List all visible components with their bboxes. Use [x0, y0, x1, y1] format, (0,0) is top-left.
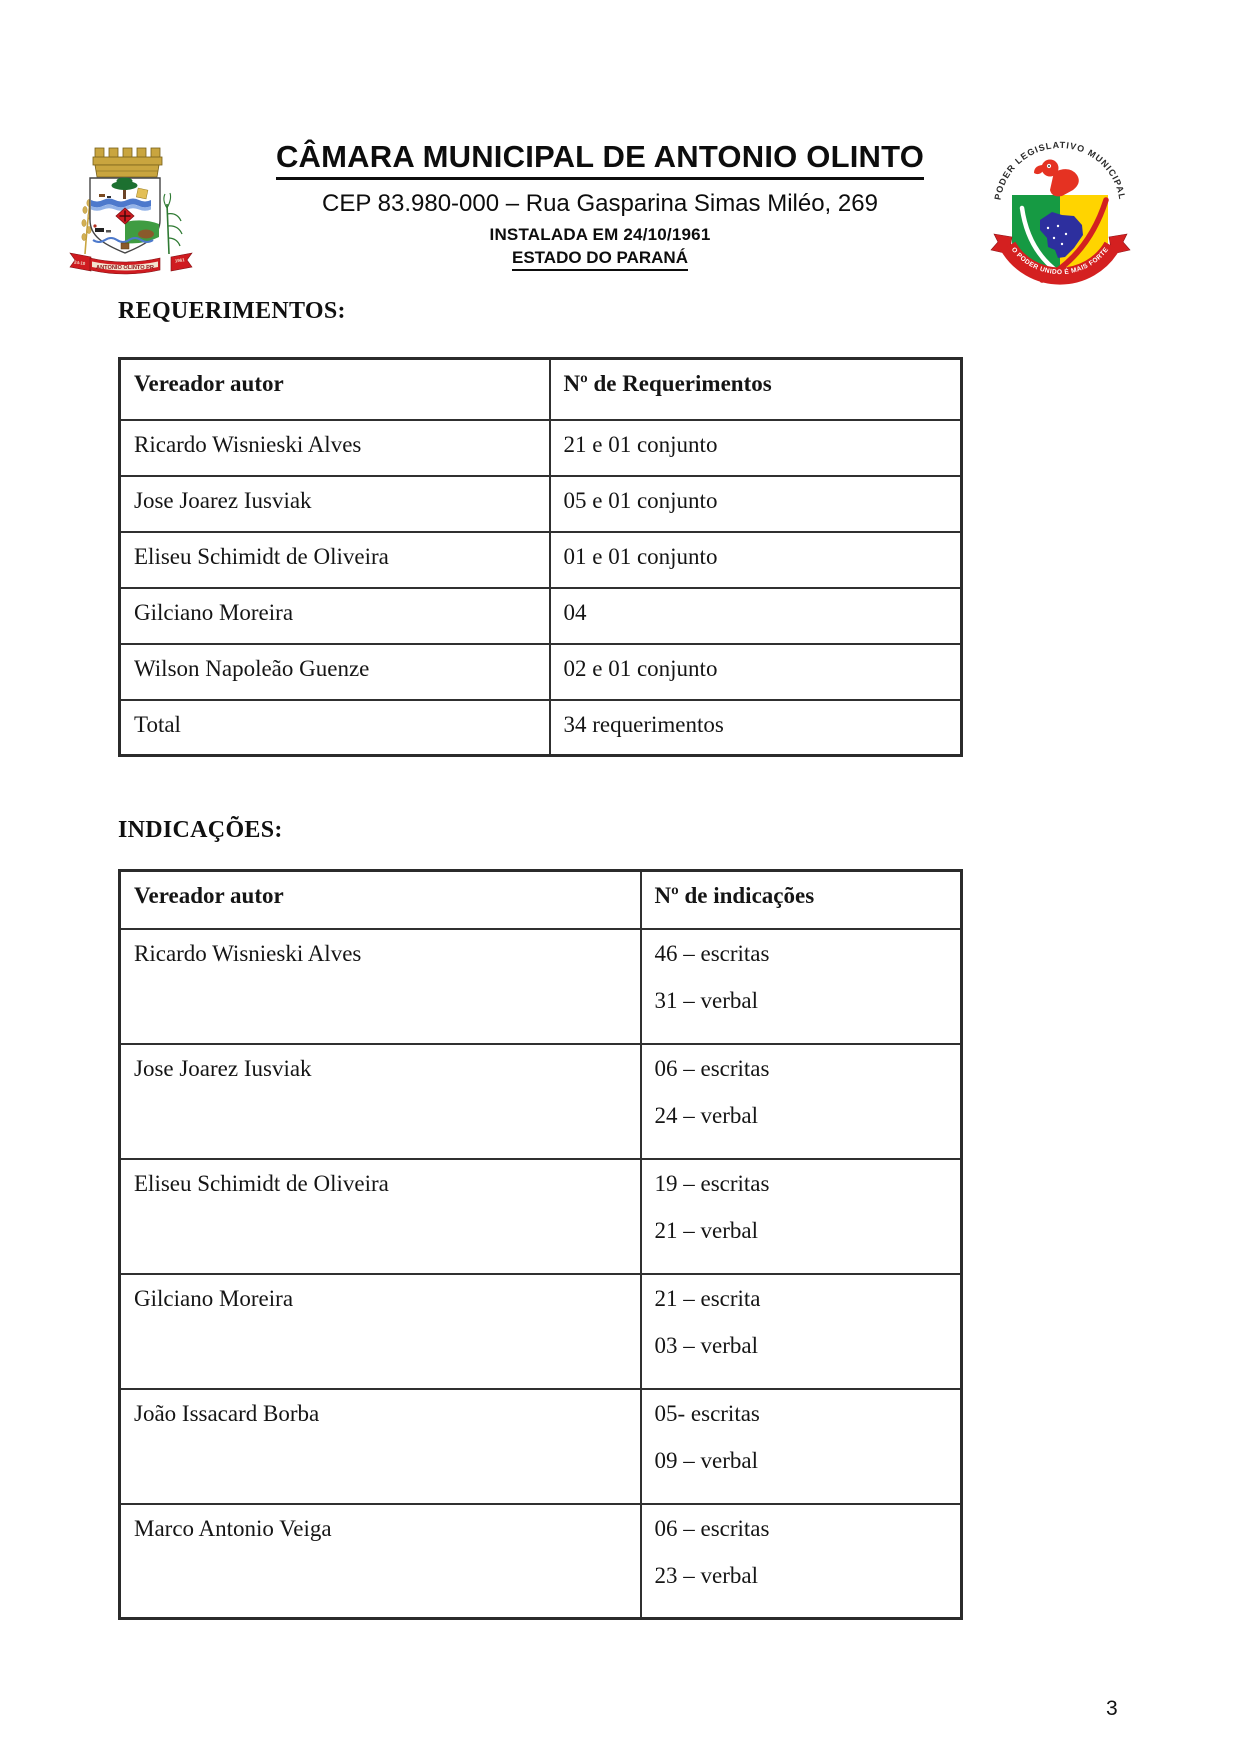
shield-icon	[90, 178, 160, 254]
page-title	[230, 140, 970, 180]
vereador-name-cell: Ricardo Wisnieski Alves	[120, 929, 641, 1044]
count-line-escritas: 21 – escrita	[654, 1285, 761, 1311]
coat-ribbon-text: ANTONIO OLINTO PR	[96, 264, 155, 271]
table-row	[120, 1159, 962, 1274]
count-line-escritas: 06 – escritas	[654, 1515, 770, 1541]
count-line-escritas: 06 – escritas	[654, 1055, 770, 1081]
seal-ribbon-text: O PODER UNIDO É MAIS FORTE	[1009, 246, 1111, 277]
count-cell	[641, 1389, 962, 1504]
column-header-indicacoes: Nº de indicações	[641, 871, 962, 929]
count-cell: 21 e 01 conjunto	[550, 420, 962, 476]
table-row	[120, 532, 962, 588]
column-header-vereador: Vereador autor	[120, 871, 641, 929]
table-row	[120, 588, 962, 644]
vereador-name-cell: Jose Joarez Iusviak	[120, 476, 550, 532]
motto-ribbon-icon	[70, 253, 192, 274]
count-cell: 04	[550, 588, 962, 644]
count-line-verbal: 23 – verbal	[654, 1562, 758, 1588]
header-state-text: ESTADO DO PARANÁ	[512, 248, 688, 271]
section-heading-indicacoes: INDICAÇÕES:	[118, 817, 283, 843]
table-row	[120, 476, 962, 532]
table-row	[120, 420, 962, 476]
vereador-name-cell: Wilson Napoleão Guenze	[120, 644, 550, 700]
header-address: CEP 83.980-000 – Rua Gasparina Simas Miléo, 269	[322, 190, 878, 218]
count-line-verbal: 21 – verbal	[654, 1217, 758, 1243]
column-header-vereador: Vereador autor	[120, 359, 550, 420]
vereador-name-cell: Eliseu Schimidt de Oliveira	[120, 1159, 641, 1274]
count-line-verbal: 31 – verbal	[654, 987, 758, 1013]
mural-crown-icon	[93, 148, 162, 177]
table-header-row	[120, 359, 962, 420]
count-line-verbal: 24 – verbal	[654, 1102, 758, 1128]
vereador-name-cell: Marco Antonio Veiga	[120, 1504, 641, 1619]
table-header-row	[120, 871, 962, 929]
document-header	[230, 140, 970, 271]
header-installed-date: INSTALADA EM 24/10/1961	[489, 225, 711, 245]
table-row	[120, 1274, 962, 1389]
count-line-verbal: 09 – verbal	[654, 1447, 758, 1473]
count-cell	[641, 929, 962, 1044]
corn-branch-icon	[164, 193, 182, 254]
count-cell: 01 e 01 conjunto	[550, 532, 962, 588]
total-label-cell: Total	[120, 700, 550, 756]
vereador-name-cell: João Issacard Borba	[120, 1389, 641, 1504]
bird-icon	[1034, 160, 1079, 197]
table-row	[120, 1044, 962, 1159]
count-line-escritas: 19 – escritas	[654, 1170, 770, 1196]
table-row	[120, 1389, 962, 1504]
section-heading-requerimentos: REQUERIMENTOS:	[118, 298, 346, 324]
count-cell	[641, 1504, 962, 1619]
seal-arc-label: PODER LEGISLATIVO MUNICIPAL	[992, 139, 1128, 201]
vereador-name-cell: Gilciano Moreira	[120, 588, 550, 644]
table-row	[120, 644, 962, 700]
count-cell: 02 e 01 conjunto	[550, 644, 962, 700]
vereador-name-cell: Gilciano Moreira	[120, 1274, 641, 1389]
vereador-name-cell: Ricardo Wisnieski Alves	[120, 420, 550, 476]
page-number: 3	[1106, 1697, 1118, 1720]
vereador-name-cell: Jose Joarez Iusviak	[120, 1044, 641, 1159]
count-cell	[641, 1044, 962, 1159]
coat-ribbon-date-left: 24-10	[73, 259, 86, 267]
legislative-seal-icon	[988, 138, 1133, 288]
indicacoes-table	[118, 869, 963, 1620]
count-line-escritas: 46 – escritas	[654, 940, 770, 966]
requerimentos-table	[118, 357, 963, 757]
total-value-cell: 34 requerimentos	[550, 700, 962, 756]
page-title-text: CÂMARA MUNICIPAL DE ANTONIO OLINTO	[276, 140, 924, 180]
column-header-requerimentos: Nº de Requerimentos	[550, 359, 962, 420]
coat-of-arms-icon	[66, 142, 196, 282]
coat-ribbon-date-right: 1961	[174, 257, 185, 264]
header-state	[230, 248, 970, 271]
vereador-name-cell: Eliseu Schimidt de Oliveira	[120, 532, 550, 588]
table-total-row	[120, 700, 962, 756]
count-cell	[641, 1159, 962, 1274]
count-line-escritas: 05- escritas	[654, 1400, 760, 1426]
count-cell: 05 e 01 conjunto	[550, 476, 962, 532]
table-row	[120, 1504, 962, 1619]
count-line-verbal: 03 – verbal	[654, 1332, 758, 1358]
table-row	[120, 929, 962, 1044]
count-cell	[641, 1274, 962, 1389]
